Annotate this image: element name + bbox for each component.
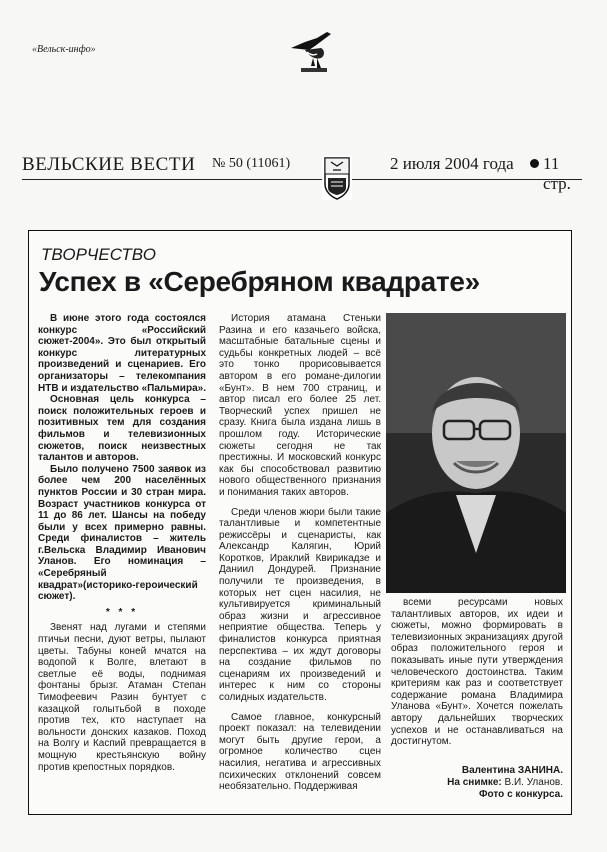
- magpie-logo-icon: [287, 28, 333, 76]
- author-name: Валентина ЗАНИНА.: [461, 765, 563, 776]
- article-column-1: [38, 313, 206, 773]
- article-frame: [28, 230, 572, 815]
- body-paragraph: Самое главное, конкурсный проект показал: на телевидении могут быть другие герои, а огромное количество сцен насилия, негатива и агрессивных психических отклонений совсем необязательно. Поддерживая: [219, 711, 381, 793]
- photo-caption-value: В.И. Уланов.: [504, 777, 563, 788]
- body-paragraph: всеми ресурсами новых талантливых авторов, их идеи и сюжеты, можно формировать в телевизионных экранизациях другой образ положительного героя и показывать иные пути утверждения человеческого достоинства. Таким критериям как раз и соответствует содержание романа Владимира Уланова «Бунт». Хочется пожелать автору дальнейших творческих успехов и не останавливаться на достигнутом.: [391, 597, 563, 748]
- photo-caption: [409, 777, 563, 789]
- lead-paragraph: Основная цель конкурса – поиск положительных героев и позитивных тем для создания фильмов и телевизионных сюжетов, поиск неизвестных талантов и авторов.: [38, 394, 206, 464]
- article-column-2: [219, 313, 381, 793]
- section-separator: * * *: [105, 606, 139, 618]
- body-paragraph: История атамана Стеньки Разина и его казачьего войска, масштабные батальные сцены и судьбы конкретных людей – всё это тонко прорисовывается автором в его романе-дилогии «Бунт». В нем 700 страниц, и автор писал его более 25 лет. Творческий успех пришел не сразу. Книга была издана лишь в прошлом году. Исторические сюжеты сегодня не так престижны. И московский конкурс как бы способствовал развитию нового общественного признания и понимания таких авторов.: [219, 313, 381, 498]
- masthead: [22, 146, 582, 193]
- photo-credit: Фото с конкурса.: [479, 789, 563, 800]
- article-headline: Успех в «Серебряном квадрате»: [39, 266, 480, 297]
- body-paragraph: Звенят над лугами и степями птичьи песни, дуют ветры, пылают цветы. Табуны коней мчатся на водопой к Волге, влетают в светлые её воды, поднимая фонтаны брызг. Атаман Степан Тимофеевич Разин бунтует с казацкой голытьбой в походе против тех, кто наступает на вольности донских казаков. Поход на Волгу и Каспий превращается в мощную крестьянскую войну против крепостных порядков.: [38, 622, 206, 773]
- article-rubric: ТВОРЧЕСТВО: [41, 245, 156, 264]
- signature-block: [409, 765, 563, 801]
- newspaper-title: ВЕЛЬСКИЕ ВЕСТИ: [22, 154, 196, 175]
- tagline: «Вельск-инфо»: [32, 44, 96, 55]
- coat-of-arms-icon: [322, 156, 352, 200]
- lead-paragraph: В июне этого года состоялся конкурс «Российский сюжет-2004». Это был открытый конкурс литературных произведений и сценариев. Его организаторы – телекомпания НТВ и издательство «Пальмира».: [38, 313, 206, 394]
- body-paragraph: Среди членов жюри были такие талантливые и компетентные режиссёры и сценаристы, как Александр Калягин, Юрий Коротков, Ираклий Квирикадзе и Даниил Дондурей. Признание получили те произведения, в которых нет сцен насилия, не культивируется криминальный образ жизни и агрессивное неприятие общества. Теперь у финалистов конкурса приятная перспектива – их ждут договоры на создание фильмов по сценариям их произведений и интерес к ним со стороны солидных издательств.: [219, 506, 381, 703]
- photo-caption-label: На снимке:: [447, 777, 502, 788]
- lead-paragraph: Было получено 7500 заявок из более чем 200 населённых пунктов России и 30 стран мира. Возраст участников конкурса от 11 до 86 лет. Шансы на победу были у всех примерно равны. Среди финалистов – житель г.Вельска Владимир Иванович Уланов. Его номинация – «Серебряный квадрат»(историко-героический сюжет).: [38, 463, 206, 603]
- page-number: 11 стр.: [543, 154, 571, 193]
- bullet-separator: [530, 159, 539, 168]
- article-column-3: [391, 597, 563, 748]
- issue-number: № 50 (11061): [212, 156, 291, 171]
- author-photo: [386, 313, 566, 593]
- issue-date: 2 июля 2004 года: [390, 154, 514, 173]
